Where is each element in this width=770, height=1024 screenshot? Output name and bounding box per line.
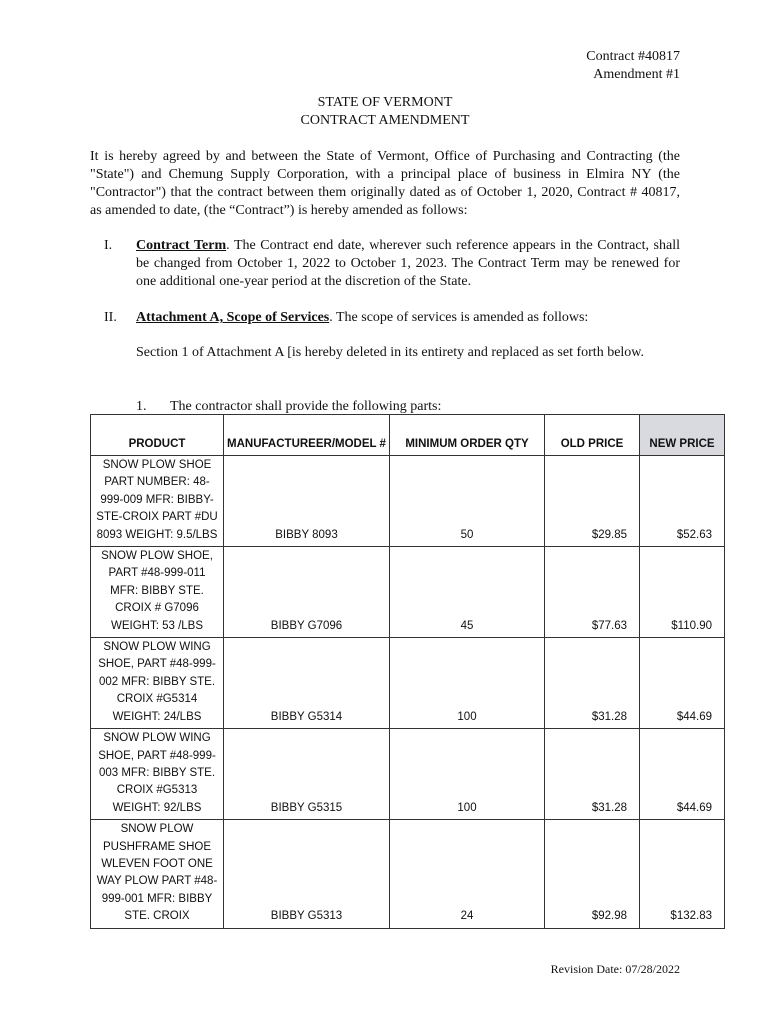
col-header-new-price: NEW PRICE	[640, 415, 725, 456]
cell-new-price: $132.83	[640, 820, 725, 928]
cell-model: BIBBY G7096	[224, 547, 390, 638]
section-contract-term	[90, 237, 680, 291]
cell-qty: 45	[390, 547, 545, 638]
cell-model: BIBBY 8093	[224, 456, 390, 547]
section-text: . The Contract end date, wherever such reference appears in the Contract, shall be changed from October 1, 2022 to October 1, 2023. The Contract Term may be renewed for one additional one-year period at the discretion of the State.	[136, 238, 680, 289]
intro-paragraph: It is hereby agreed by and between the State of Vermont, Office of Purchasing and Contracting (the "State") and Chemung Supply Corporation, with a principal place of business in Elmira NY (the "Contractor") that the contract between them originally dated as of October 1, 2020, Contract # 40817, as amended to date, (the “Contract”) is hereby amended as follows:	[90, 149, 680, 218]
col-header-old-price: OLD PRICE	[545, 415, 640, 456]
cell-old-price: $77.63	[545, 547, 640, 638]
table-row	[91, 547, 725, 638]
document-title	[0, 94, 770, 130]
cell-product: SNOW PLOW WING SHOE, PART #48-999-002 MFR: BIBBY STE. CROIX #G5314 WEIGHT: 24/LBS	[91, 638, 224, 729]
cell-product: SNOW PLOW PUSHFRAME SHOE WLEVEN FOOT ONE WAY PLOW PART #48-999-001 MFR: BIBBY STE. CROIX	[91, 820, 224, 928]
contract-header	[586, 48, 680, 84]
cell-qty: 50	[390, 456, 545, 547]
cell-old-price: $29.85	[545, 456, 640, 547]
section-text: . The scope of services is amended as follows:	[329, 310, 589, 325]
title-line-2: CONTRACT AMENDMENT	[300, 113, 470, 128]
parts-table	[90, 414, 725, 929]
cell-new-price: $44.69	[640, 638, 725, 729]
title-line-1: STATE OF VERMONT	[317, 95, 453, 110]
section-heading: Contract Term	[136, 238, 227, 253]
cell-qty: 100	[390, 729, 545, 820]
col-header-model: MANUFACTUREER/MODEL #	[224, 415, 390, 456]
cell-new-price: $44.69	[640, 729, 725, 820]
cell-qty: 100	[390, 638, 545, 729]
table-row	[91, 820, 725, 928]
cell-model: BIBBY G5315	[224, 729, 390, 820]
cell-old-price: $31.28	[545, 729, 640, 820]
cell-product: SNOW PLOW SHOE, PART #48-999-011 MFR: BIBBY STE. CROIX # G7096 WEIGHT: 53 /LBS	[91, 547, 224, 638]
revision-date: Revision Date: 07/28/2022	[550, 962, 680, 976]
section-number: II.	[104, 310, 117, 325]
cell-model: BIBBY G5313	[224, 820, 390, 928]
col-header-min-qty: MINIMUM ORDER QTY	[390, 415, 545, 456]
item-number: 1.	[136, 399, 147, 414]
item-text: The contractor shall provide the following parts:	[170, 399, 442, 414]
cell-old-price: $92.98	[545, 820, 640, 928]
cell-new-price: $110.90	[640, 547, 725, 638]
cell-new-price: $52.63	[640, 456, 725, 547]
cell-product: SNOW PLOW SHOE PART NUMBER: 48-999-009 MFR: BIBBY-STE-CROIX PART #DU 8093 WEIGHT: 9.5/LBS	[91, 456, 224, 547]
cell-qty: 24	[390, 820, 545, 928]
cell-product: SNOW PLOW WING SHOE, PART #48-999-003 MFR: BIBBY STE. CROIX #G5313 WEIGHT: 92/LBS	[91, 729, 224, 820]
cell-old-price: $31.28	[545, 638, 640, 729]
col-header-product: PRODUCT	[91, 415, 224, 456]
section-heading: Attachment A, Scope of Services	[136, 310, 330, 325]
cell-model: BIBBY G5314	[224, 638, 390, 729]
contract-number: Contract #40817	[586, 49, 680, 64]
amendment-number: Amendment #1	[593, 67, 680, 82]
section-scope-of-services	[90, 309, 680, 327]
table-row	[91, 456, 725, 547]
table-header-row	[91, 415, 725, 456]
table-row	[91, 638, 725, 729]
section-number: I.	[104, 238, 113, 253]
section-2-detail: Section 1 of Attachment A [is hereby deleted in its entirety and replaced as set forth below.	[136, 345, 644, 360]
table-row	[91, 729, 725, 820]
